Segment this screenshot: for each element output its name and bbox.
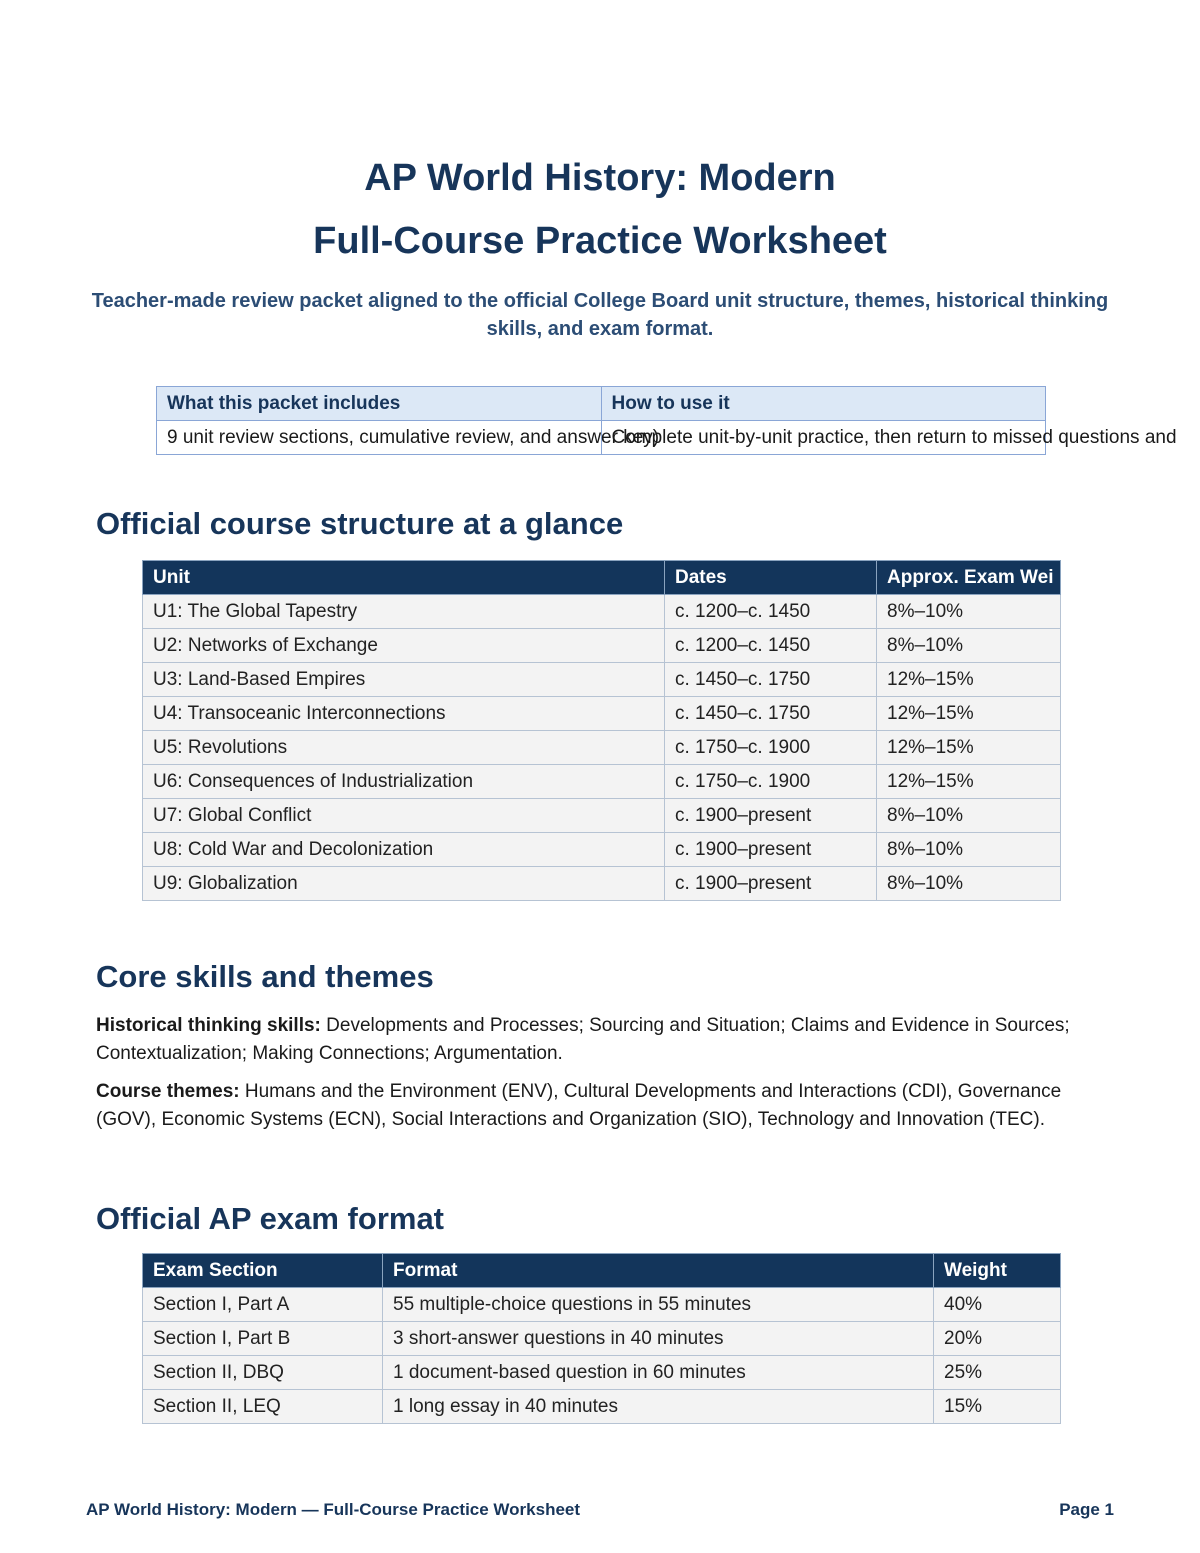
table-cell: c. 1900–present bbox=[665, 799, 877, 833]
themes-label: Course themes: bbox=[96, 1081, 240, 1102]
table-cell: 8%–10% bbox=[877, 629, 1061, 663]
info-header: What this packet includes bbox=[157, 387, 602, 421]
table-row bbox=[143, 765, 1061, 799]
themes-paragraph bbox=[96, 1078, 1076, 1134]
skills-text: Developments and Processes; Sourcing and Situation; Claims and Evidence in Sources; Contextualization; Making Connections; Argumentation. bbox=[96, 1015, 1070, 1064]
table-cell: 12%–15% bbox=[877, 731, 1061, 765]
table-header: Unit bbox=[143, 561, 665, 595]
document-title: AP World History: Modern bbox=[364, 157, 836, 199]
table-cell: Section I, Part B bbox=[143, 1322, 383, 1356]
table-cell: 40% bbox=[934, 1288, 1061, 1322]
table-cell: 20% bbox=[934, 1322, 1061, 1356]
table-header: Dates bbox=[665, 561, 877, 595]
table-header: Exam Section bbox=[143, 1254, 383, 1288]
section-heading: Official AP exam format bbox=[96, 1201, 445, 1236]
table-header: Weight bbox=[934, 1254, 1061, 1288]
table-cell: 3 short-answer questions in 40 minutes bbox=[383, 1322, 934, 1356]
table-row bbox=[143, 867, 1061, 901]
skills-paragraph bbox=[96, 1012, 1096, 1068]
section-heading: Core skills and themes bbox=[96, 959, 434, 994]
table-row bbox=[143, 629, 1061, 663]
table-row bbox=[143, 799, 1061, 833]
table-cell: 8%–10% bbox=[877, 799, 1061, 833]
table-cell: 1 long essay in 40 minutes bbox=[383, 1390, 934, 1424]
table-cell: U7: Global Conflict bbox=[143, 799, 665, 833]
table-cell: 8%–10% bbox=[877, 867, 1061, 901]
info-header: How to use it bbox=[601, 387, 1046, 421]
table-cell: c. 1750–c. 1900 bbox=[665, 765, 877, 799]
table-cell: U6: Consequences of Industrialization bbox=[143, 765, 665, 799]
table-cell: Section I, Part A bbox=[143, 1288, 383, 1322]
table-row bbox=[143, 663, 1061, 697]
table-row bbox=[143, 833, 1061, 867]
table-cell: Section II, LEQ bbox=[143, 1390, 383, 1424]
table-row bbox=[143, 1356, 1061, 1390]
table-cell: U2: Networks of Exchange bbox=[143, 629, 665, 663]
table-cell: c. 1900–present bbox=[665, 867, 877, 901]
table-cell: 1 document-based question in 60 minutes bbox=[383, 1356, 934, 1390]
table-row bbox=[143, 697, 1061, 731]
exam-format-table bbox=[142, 1253, 1061, 1424]
table-cell: U3: Land-Based Empires bbox=[143, 663, 665, 697]
page-number: Page 1 bbox=[1059, 1500, 1114, 1519]
document-description: Teacher-made review packet aligned to the official College Board unit structure, themes, historical thinking skills, and exam format. bbox=[91, 290, 1109, 340]
themes-text: Humans and the Environment (ENV), Cultural Developments and Interactions (CDI), Governance (GOV), Economic Systems (ECN), Social Interactions and Organization (SIO), Technology and Innovation (TEC). bbox=[96, 1081, 1062, 1130]
table-cell: 55 multiple-choice questions in 55 minutes bbox=[383, 1288, 934, 1322]
table-cell: c. 1200–c. 1450 bbox=[665, 629, 877, 663]
course-structure-table bbox=[142, 560, 1061, 901]
table-cell: U8: Cold War and Decolonization bbox=[143, 833, 665, 867]
table-cell: c. 1450–c. 1750 bbox=[665, 697, 877, 731]
table-row bbox=[143, 1390, 1061, 1424]
table-cell: c. 1450–c. 1750 bbox=[665, 663, 877, 697]
table-cell: 8%–10% bbox=[877, 833, 1061, 867]
table-cell: 25% bbox=[934, 1356, 1061, 1390]
info-cell: 9 unit review sections, cumulative review, and answer key) bbox=[157, 421, 602, 455]
table-cell: c. 1200–c. 1450 bbox=[665, 595, 877, 629]
packet-info-table bbox=[156, 386, 1177, 455]
table-cell: U9: Globalization bbox=[143, 867, 665, 901]
footer-title: AP World History: Modern — Full-Course Practice Worksheet bbox=[86, 1500, 581, 1519]
table-cell: c. 1900–present bbox=[665, 833, 877, 867]
table-cell: U1: The Global Tapestry bbox=[143, 595, 665, 629]
table-cell: U5: Revolutions bbox=[143, 731, 665, 765]
table-cell: U4: Transoceanic Interconnections bbox=[143, 697, 665, 731]
table-row bbox=[143, 595, 1061, 629]
info-cell: Complete unit-by-unit practice, then return to missed questions and bbox=[601, 421, 1046, 455]
table-row bbox=[143, 1288, 1061, 1322]
document-subtitle-title: Full-Course Practice Worksheet bbox=[313, 220, 887, 262]
table-cell: 8%–10% bbox=[877, 595, 1061, 629]
table-cell: 12%–15% bbox=[877, 663, 1061, 697]
section-heading: Official course structure at a glance bbox=[96, 506, 624, 541]
table-row bbox=[143, 731, 1061, 765]
table-header: Format bbox=[383, 1254, 934, 1288]
table-cell: 12%–15% bbox=[877, 765, 1061, 799]
table-row bbox=[143, 1322, 1061, 1356]
table-header: Approx. Exam Wei bbox=[877, 561, 1061, 595]
table-cell: c. 1750–c. 1900 bbox=[665, 731, 877, 765]
table-cell: Section II, DBQ bbox=[143, 1356, 383, 1390]
table-cell: 15% bbox=[934, 1390, 1061, 1424]
table-cell: 12%–15% bbox=[877, 697, 1061, 731]
skills-label: Historical thinking skills: bbox=[96, 1015, 321, 1036]
